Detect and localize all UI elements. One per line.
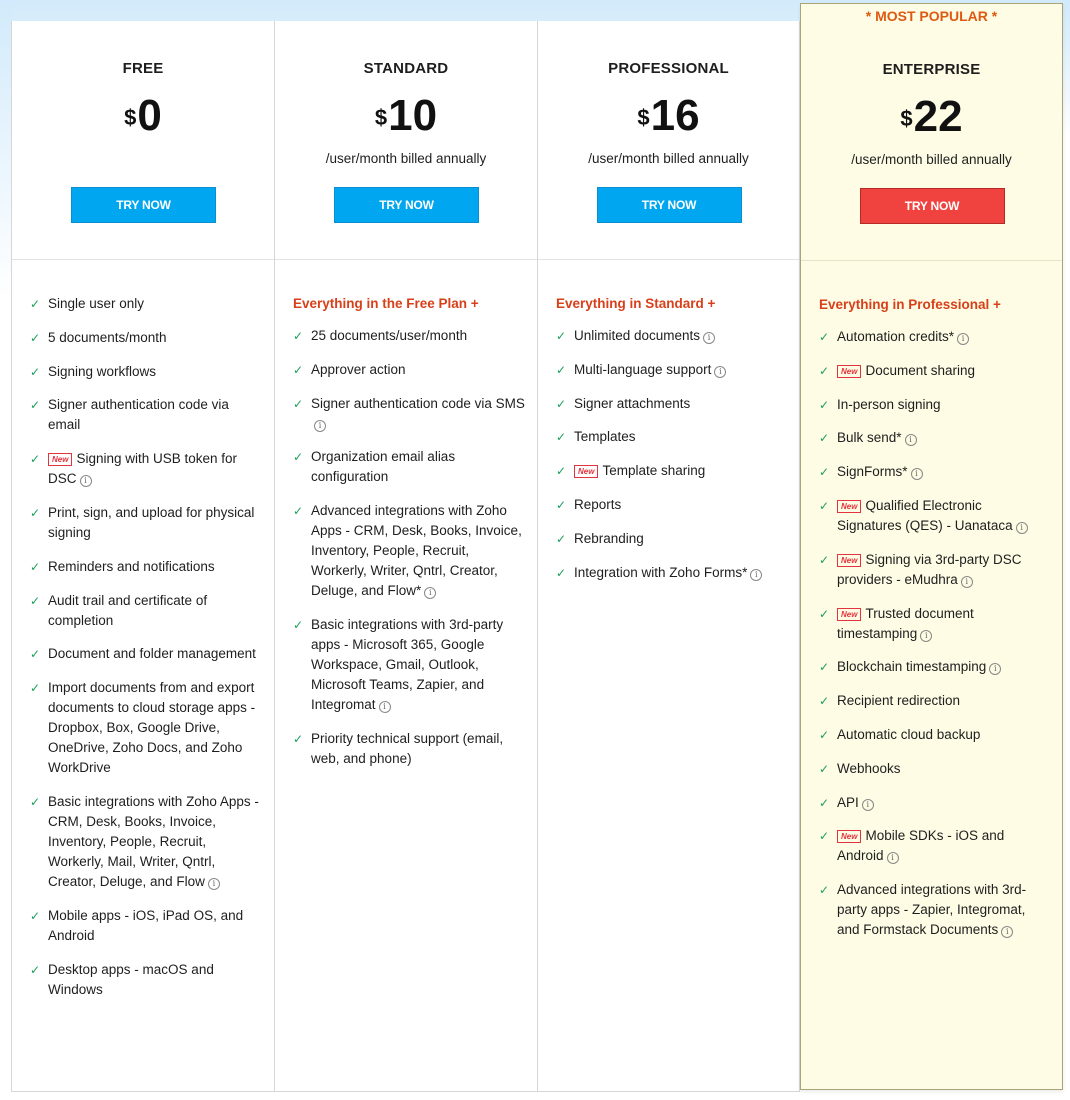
check-icon: ✓ [30,452,41,467]
feature-item [556,495,787,515]
feature-item [30,449,262,489]
feature-section [819,295,1050,954]
try-now-button[interactable]: TRY NOW [334,187,479,223]
feature-text: Webhooks [837,760,901,776]
feature-item [819,462,1050,482]
feature-heading: Everything in the Free Plan + [293,296,479,311]
feature-text: Automatic cloud backup [837,726,981,742]
feature-item [819,327,1050,347]
plan-header [275,21,537,260]
billing-period: /user/month billed annually [588,151,749,166]
feature-heading: Everything in Standard + [556,296,716,311]
info-icon[interactable]: i [714,366,726,378]
feature-text: Blockchain timestamping [837,659,987,675]
feature-text: Signing workflows [48,363,157,379]
feature-item [556,529,787,549]
check-icon: ✓ [819,397,830,412]
check-icon: ✓ [819,606,830,621]
info-icon[interactable]: i [208,878,220,890]
plan-header [12,21,274,260]
feature-text: Import documents from and export documents to cloud storage apps - Dropbox, Box, Google Drive, OneDrive, Zoho Docs, and Zoho WorkDrive [48,680,256,776]
new-badge: New [574,465,598,478]
feature-text: Basic integrations with 3rd-party apps - Microsoft 365, Google Workspace, Gmail, Outlook, Microsoft Teams, Zapier, and Integromat [311,616,504,712]
new-badge: New [837,365,861,378]
info-icon[interactable]: i [961,576,973,588]
feature-text: Signer attachments [574,395,691,411]
info-icon[interactable]: i [989,663,1001,675]
feature-text: Priority technical support (email, web, and phone) [311,730,504,766]
check-icon: ✓ [293,504,304,519]
check-icon: ✓ [293,450,304,465]
feature-text: In-person signing [837,396,941,412]
feature-text: Advanced integrations with 3rd-party apps - Zapier, Integromat, and Formstack Documents [837,882,1027,938]
feature-item [293,729,525,769]
plan-card-free [11,21,274,1092]
check-icon: ✓ [819,761,830,776]
feature-text: Signer authentication code via email [48,397,229,433]
check-icon: ✓ [819,363,830,378]
feature-text: Basic integrations with Zoho Apps - CRM, Desk, Books, Invoice, Inventory, People, Recruit, Workerly, Mail, Writer, Qntrl, Creator, Deluge, and Flow [48,793,259,889]
check-icon: ✓ [30,364,41,379]
feature-item [293,615,525,715]
check-icon: ✓ [30,593,41,608]
feature-text: Templates [574,429,636,445]
feature-list [293,326,525,769]
check-icon: ✓ [293,396,304,411]
feature-text: Mobile apps - iOS, iPad OS, and Android [48,907,244,943]
feature-item [293,447,525,487]
plan-name: ENTERPRISE [882,61,981,78]
currency-symbol: $ [637,105,650,130]
plan-name: FREE [122,60,164,77]
check-icon: ✓ [819,431,830,446]
feature-item [30,328,262,348]
feature-item [819,361,1050,381]
currency-symbol: $ [900,106,913,131]
check-icon: ✓ [819,465,830,480]
feature-text: Approver action [311,361,406,377]
check-icon: ✓ [30,330,41,345]
check-icon: ✓ [819,727,830,742]
info-icon[interactable]: i [1001,926,1013,938]
feature-item [293,360,525,380]
feature-heading: Everything in Professional + [819,297,1001,312]
feature-item [819,826,1050,866]
feature-item [293,501,525,601]
feature-text: Print, sign, and upload for physical signing [48,504,255,540]
plan-card-professional [537,21,800,1092]
feature-item [819,657,1050,677]
plan-header [801,8,1062,261]
feature-item [30,644,262,664]
feature-item [556,394,787,414]
feature-text: Recipient redirection [837,693,961,709]
feature-text: Multi-language support [574,361,712,377]
feature-item [819,550,1050,590]
feature-text: SignForms* [837,464,908,480]
feature-item [819,428,1050,448]
feature-item [819,759,1050,779]
feature-item [819,395,1050,415]
info-icon[interactable]: i [862,799,874,811]
feature-text: Desktop apps - macOS and Windows [48,961,214,997]
plan-price [538,89,799,143]
feature-item [30,678,262,778]
check-icon: ✓ [556,362,567,377]
feature-item [556,427,787,447]
info-icon[interactable]: i [424,587,436,599]
check-icon: ✓ [293,362,304,377]
info-icon[interactable]: i [379,701,391,713]
price-amount: 22 [913,92,963,141]
info-icon[interactable]: i [920,630,932,642]
info-icon[interactable]: i [905,434,917,446]
feature-item [30,906,262,946]
check-icon: ✓ [819,795,830,810]
check-icon: ✓ [556,430,567,445]
new-badge: New [48,453,72,466]
price-amount: 0 [137,91,162,140]
most-popular-badge: * MOST POPULAR * [865,8,998,24]
feature-text: Signing with USB token for DSC [48,451,238,487]
feature-item [30,503,262,543]
check-icon: ✓ [556,329,567,343]
check-icon: ✓ [556,565,567,580]
feature-text: Automation credits* [837,329,955,344]
billing-period: /user/month billed annually [851,152,1012,167]
check-icon: ✓ [293,617,304,632]
plan-price [801,90,1062,144]
feature-item [556,326,787,346]
price-amount: 10 [388,91,438,140]
info-icon[interactable]: i [1016,522,1028,534]
currency-symbol: $ [374,105,388,130]
plan-price [12,89,274,143]
feature-item [30,294,262,314]
info-icon[interactable]: i [80,475,92,487]
info-icon[interactable]: i [957,333,969,345]
feature-item [30,960,262,1000]
feature-text: API [837,794,859,810]
feature-item [30,362,262,382]
check-icon: ✓ [819,694,830,709]
check-icon: ✓ [819,883,830,898]
new-badge: New [837,608,861,621]
try-now-button[interactable]: TRY NOW [597,187,742,223]
info-icon[interactable]: i [887,852,899,864]
check-icon: ✓ [819,552,830,567]
feature-item [30,792,262,892]
feature-text: Advanced integrations with Zoho Apps - CRM, Desk, Books, Invoice, Inventory, People, Recruit, Workerly, Writer, Qntrl, Creator, Deluge, and Flow* [311,503,522,599]
feature-item [819,880,1050,940]
feature-text: Trusted document timestamping [837,605,974,641]
check-icon: ✓ [30,962,41,977]
feature-text: Qualified Electronic Signatures (QES) - Uanataca [837,497,1013,533]
new-badge: New [837,500,861,513]
feature-text: Organization email alias configuration [311,449,456,485]
feature-item [819,604,1050,644]
plan-card-standard [274,21,537,1092]
feature-text: Unlimited documents [574,328,701,343]
feature-item [30,395,262,435]
check-icon: ✓ [819,829,830,844]
try-now-button[interactable]: TRY NOW [860,188,1005,224]
feature-list [556,326,787,583]
new-badge: New [837,830,861,843]
try-now-button[interactable]: TRY NOW [71,187,216,223]
check-icon: ✓ [819,330,830,344]
check-icon: ✓ [556,464,567,479]
info-icon[interactable]: i [750,569,762,581]
feature-item [819,793,1050,813]
feature-item [819,725,1050,745]
feature-text: Single user only [48,296,145,311]
plan-name: STANDARD [363,60,449,77]
feature-text: Document sharing [865,362,976,378]
billing-period: /user/month billed annually [325,151,487,166]
plan-card-enterprise [800,3,1063,1090]
feature-text: 25 documents/user/month [311,328,468,343]
feature-text: Mobile SDKs - iOS and Android [837,828,1005,864]
feature-text: 5 documents/month [48,329,167,345]
feature-text: Integration with Zoho Forms* [574,564,748,580]
feature-section [293,294,525,783]
feature-list [819,327,1050,940]
feature-item [819,496,1050,536]
check-icon: ✓ [30,505,41,520]
check-icon: ✓ [556,531,567,546]
feature-item [30,591,262,631]
new-badge: New [837,554,861,567]
check-icon: ✓ [819,660,830,675]
feature-item [293,326,525,346]
info-icon[interactable]: i [911,468,923,480]
feature-text: Audit trail and certificate of completion [48,592,208,628]
check-icon: ✓ [556,497,567,512]
check-icon: ✓ [293,731,304,746]
feature-text: Document and folder management [48,646,256,662]
feature-item [556,360,787,380]
feature-text: Reports [574,496,622,512]
feature-text: Rebranding [574,530,644,546]
feature-text: Template sharing [602,463,706,479]
feature-text: Signer authentication code via SMS [311,395,525,411]
price-amount: 16 [650,91,700,140]
check-icon: ✓ [30,559,41,574]
check-icon: ✓ [30,908,41,923]
feature-section [556,294,787,596]
check-icon: ✓ [30,297,41,311]
plan-price [275,89,537,143]
feature-item [556,461,787,481]
feature-item [556,563,787,583]
feature-item [819,691,1050,711]
currency-symbol: $ [124,105,137,130]
pricing-table [11,8,1063,1093]
check-icon: ✓ [30,794,41,809]
feature-text: Bulk send* [837,430,902,446]
feature-list [30,294,262,1000]
check-icon: ✓ [819,498,830,513]
info-icon[interactable]: i [703,332,715,344]
feature-item [293,394,525,434]
check-icon: ✓ [30,681,41,696]
plan-name: PROFESSIONAL [608,60,729,77]
check-icon: ✓ [556,396,567,411]
plan-header [538,21,799,260]
check-icon: ✓ [30,647,41,662]
feature-text: Signing via 3rd-party DSC providers - eMudhra [837,551,1022,587]
feature-item [30,557,262,577]
feature-text: Reminders and notifications [48,558,215,574]
info-icon[interactable]: i [314,420,326,432]
check-icon: ✓ [30,398,41,413]
feature-section [30,294,262,1013]
check-icon: ✓ [293,329,304,343]
